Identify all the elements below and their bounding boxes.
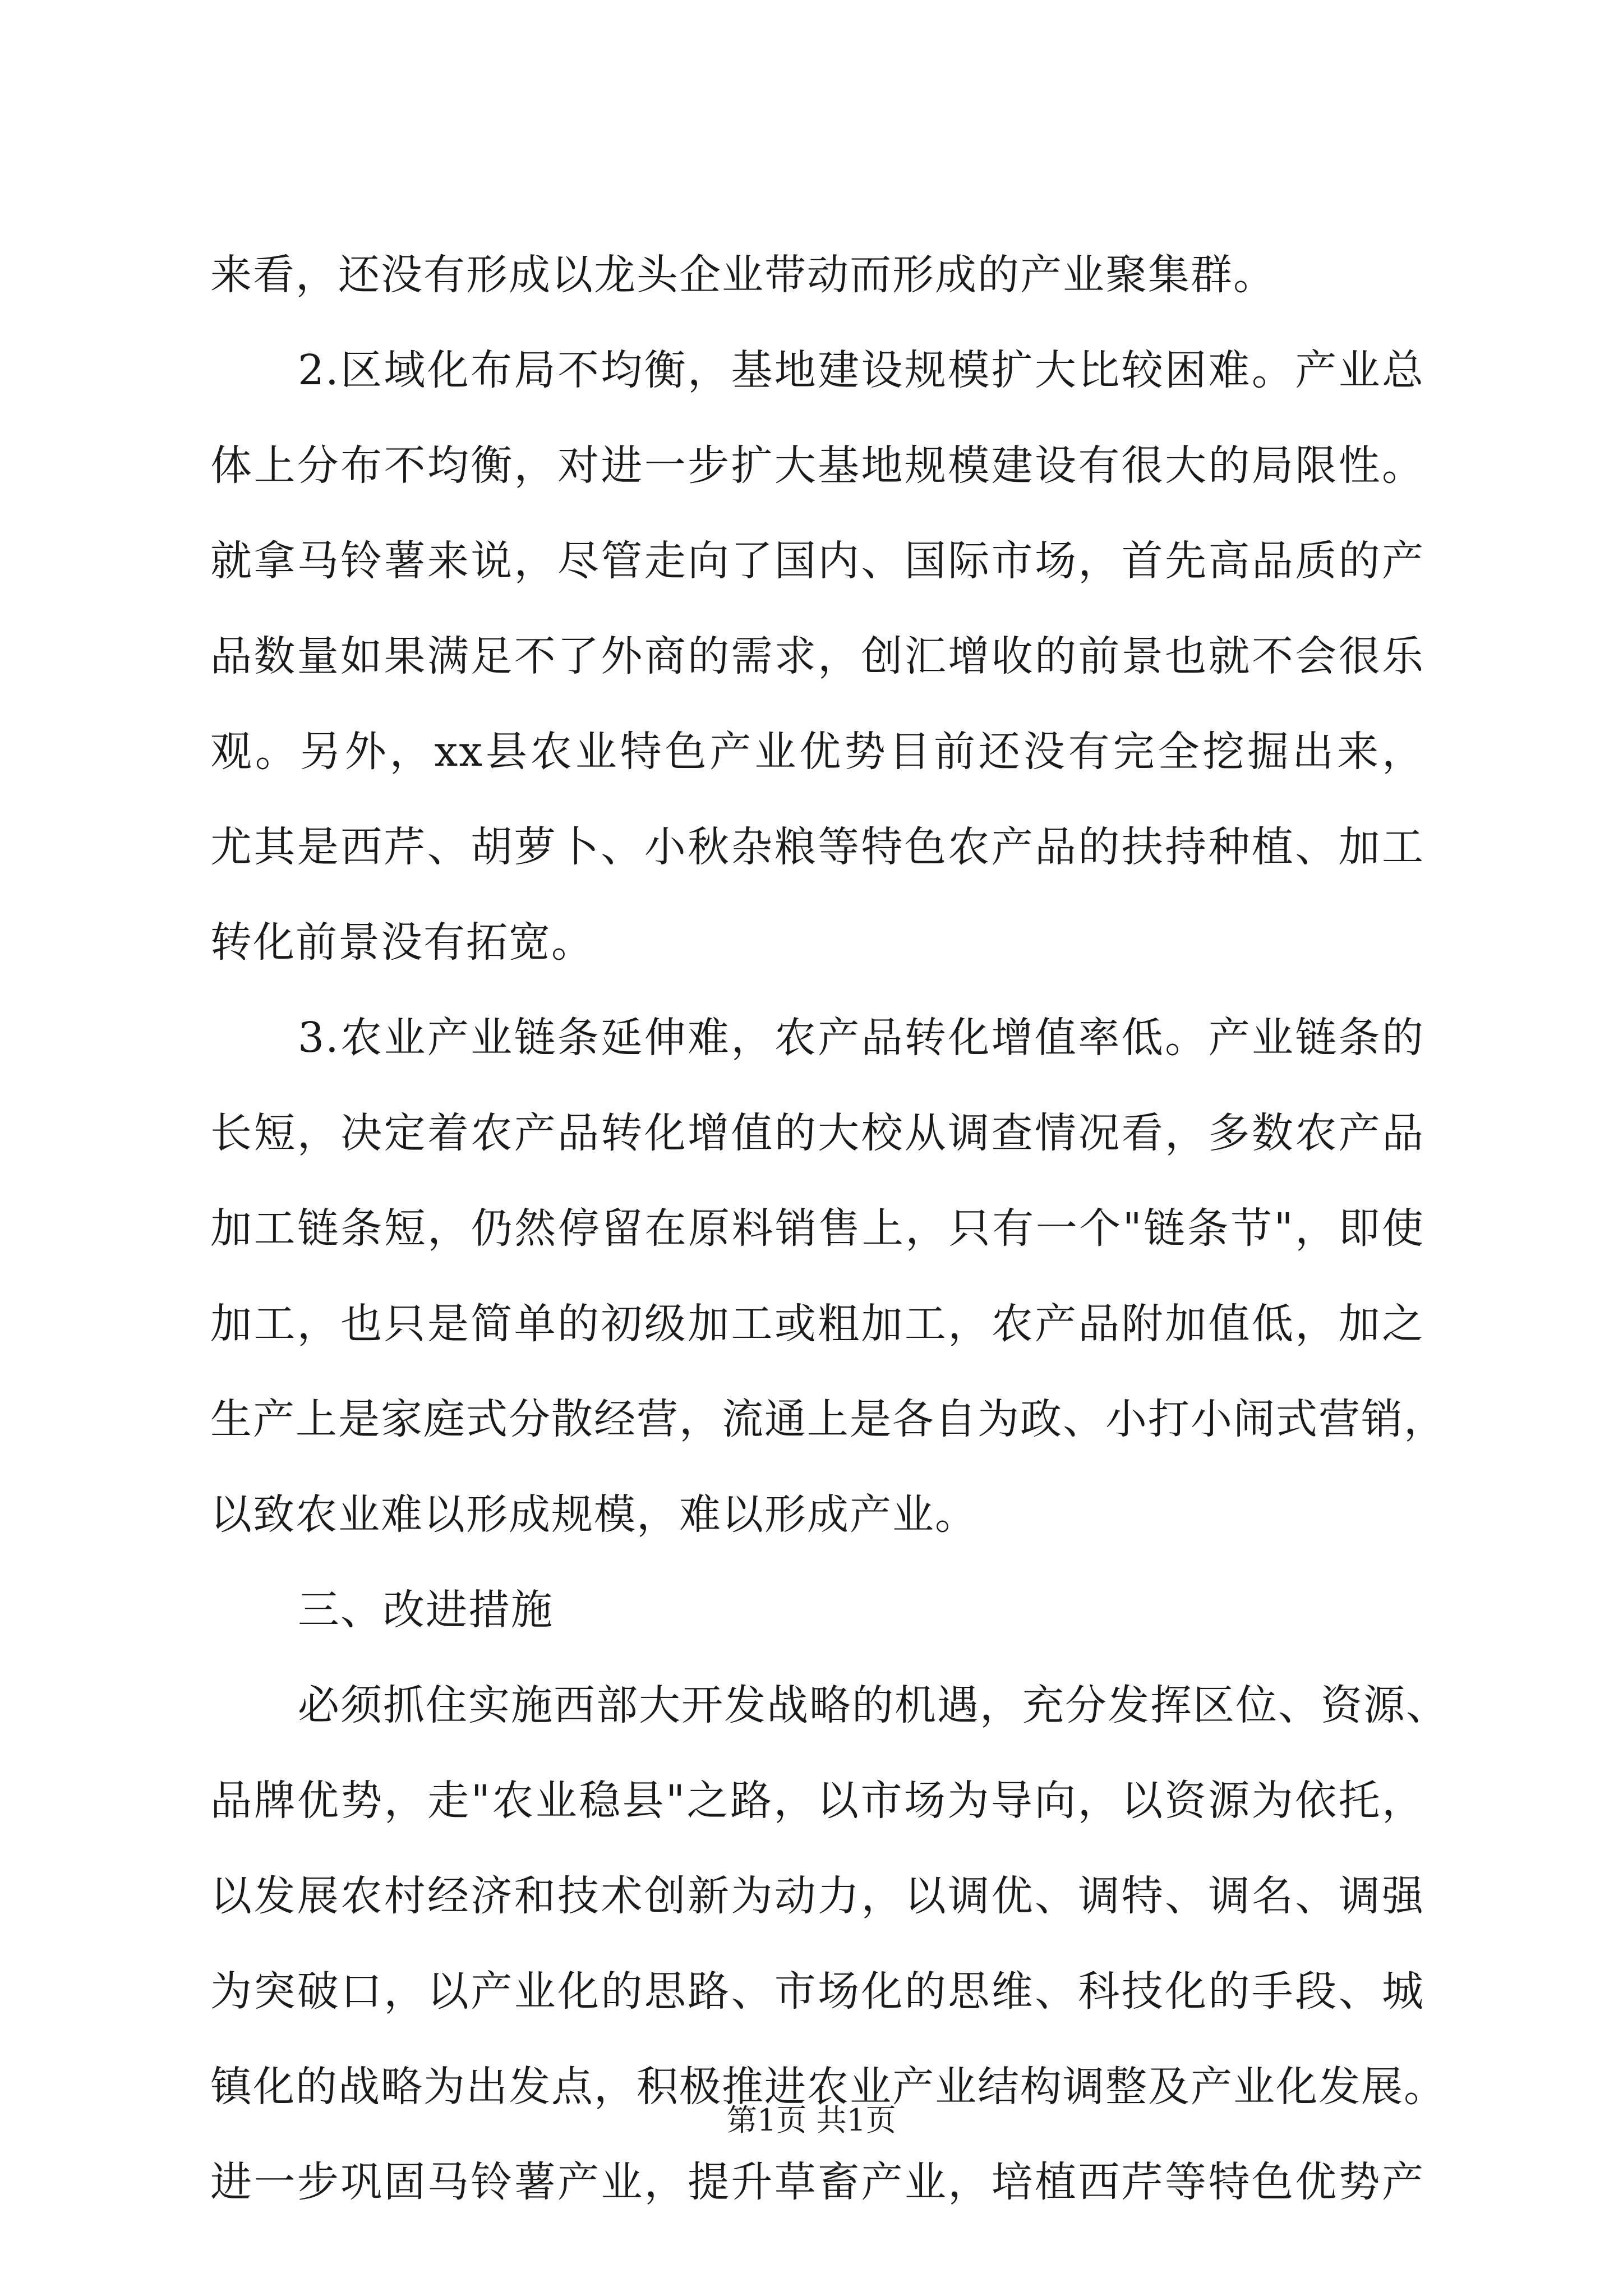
text-line: 观。另外，xx县农业特色产业优势目前还没有完全挖掘出来， [210,728,1424,776]
text-line: 镇化的战略为出发点，积极推进农业产业结构调整及产业化发展。 [210,2063,1446,2111]
text-line: 以致农业难以形成规模，难以形成产业。 [210,1490,978,1539]
text-line: 以发展农村经济和技术创新为动力，以调优、调特、调名、调强 [210,1872,1424,1920]
text-line: 加工，也只是简单的初级加工或粗加工，农产品附加值低，加之 [210,1300,1424,1348]
section-heading: 三、改进措施 [298,1586,554,1634]
text-line: 就拿马铃薯来说，尽管走向了国内、国际市场，首先高品质的产 [210,537,1424,585]
text-line: 品数量如果满足不了外商的需求，创汇增收的前景也就不会很乐 [210,632,1424,680]
text-line: 必须抓住实施西部大开发战略的机遇，充分发挥区位、资源、 [298,1681,1449,1729]
text-line: 长短，决定着农产品转化增值的大校从调查情况看，多数农产品 [210,1109,1424,1157]
page-footer: 第1页 共1页 [727,2102,896,2138]
text-line: 来看，还没有形成以龙头企业带动而形成的产业聚集群。 [210,251,1276,299]
text-line: 3.农业产业链条延伸难，农产品转化增值率低。产业链条的 [298,1014,1424,1062]
text-line: 品牌优势，走"农业稳县"之路，以市场为导向，以资源为依托， [210,1777,1424,1825]
text-line: 尤其是西芹、胡萝卜、小秋杂粮等特色农产品的扶持种植、加工 [210,823,1424,871]
text-line: 体上分布不均衡，对进一步扩大基地规模建设有很大的局限性。 [210,441,1424,490]
text-line: 转化前景没有拓宽。 [210,918,594,967]
text-line: 加工链条短，仍然停留在原料销售上，只有一个"链条节"，即使 [210,1204,1424,1253]
text-line: 2.区域化布局不均衡，基地建设规模扩大比较困难。产业总 [298,346,1424,394]
text-line: 为突破口，以产业化的思路、市场化的思维、科技化的手段、城 [210,1967,1424,2016]
text-line: 进一步巩固马铃薯产业，提升草畜产业，培植西芹等特色优势产 [210,2158,1424,2206]
text-line: 生产上是家庭式分散经营，流通上是各自为政、小打小闹式营销， [210,1395,1446,1443]
